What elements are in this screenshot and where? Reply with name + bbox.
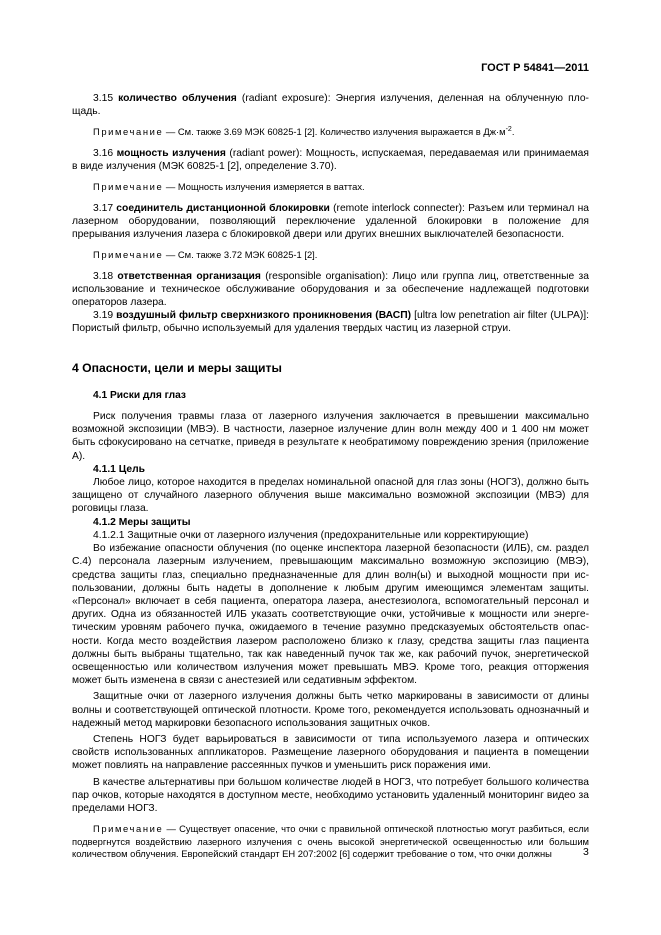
- section-4-1-2-title: 4.1.2 Меры защиты: [93, 516, 191, 528]
- paragraph-protection-2: Защитные очки от лазерного излучения должны быть четко маркированы в зависимости от длины волны и соответствующей оптической плотности. Кроме того, рекомендуется использовать однозначный и надежный метод маркировки безопасного использования защитных очков.: [72, 691, 589, 729]
- term-name: ответственная организация: [117, 270, 261, 282]
- document-id: ГОСТ Р 54841—2011: [481, 62, 589, 74]
- section-4-1-2-1-title: 4.1.2.1 Защитные очки от лазерного излучения (предохранительные или корректирующие): [93, 529, 529, 541]
- paragraph-protection-4: В качестве альтернативы при большом количестве людей в НОГЗ, что потребует большого количества пар очков, которые находятся в доступном месте, необходимо установить удаленный мониторинг видео за пределами НОГЗ.: [72, 776, 589, 814]
- note-3-16: Примечание — Мощность излучения измеряется в ваттах.: [93, 181, 365, 193]
- section-4-1-title: 4.1 Риски для глаз: [93, 389, 186, 401]
- term-3-17: 3.17 соединитель дистанционной блокировки (remote interlock connecter): Разъем или терминал на лазерном оборудовании, позволяющий переключение удаленной блокировки в положение для прерывания излучения лазера с блокировкой двери или других внешних выключателей безопасности.: [72, 202, 589, 241]
- term-3-19: 3.19 воздушный фильтр сверхнизкого проникновения (ВАСП) [ultra low penetration air filter (ULPA)]: Пористый фильтр, обычно используемый для удаления твердых частиц из лазерной струи.: [72, 310, 589, 335]
- term-3-15: 3.15 количество облучения (radiant exposure): Энергия излучения, деленная на облученную площадь.: [72, 93, 589, 118]
- section-4-1-1-text: Любое лицо, которое находится в пределах номинальной опасной для глаз зоны (НОГЗ), должно быть защищено от случайного лазерного облучения выше максимально возможной экспозиции (МВЭ) для роговицы глаза.: [72, 477, 589, 515]
- note-section-4: Примечание — Существует опасение, что очки с правильной оптической плотностью могут разбиться, если подвергнутся воздействию лазерного излучения с очень высокой энергетической освещенностью или большим количеством облучения. Европейский стандарт ЕН 207:2002 [6] содержит требование о том, что очки должны: [72, 823, 589, 859]
- section-4-title: 4 Опасности, цели и меры защиты: [72, 360, 282, 375]
- term-name: воздушный фильтр сверхнизкого проникновения (ВАСП): [116, 310, 412, 322]
- term-3-16: 3.16 мощность излучения (radiant power): Мощность, испускаемая, передаваемая или принимаемая в виде излучения (МЭК 60825-1 [2], определение 3.70).: [72, 147, 589, 173]
- term-name: соединитель дистанционной блокировки: [116, 202, 330, 214]
- term-3-18: 3.18 ответственная организация (responsible organisation): Лицо или группа лиц, ответственные за использование и техническое обслуживание оборудования и за обеспечение надлежащей подготовки операторов лазера.: [72, 270, 589, 309]
- term-name: мощность излучения: [116, 147, 226, 159]
- page-number: 3: [583, 846, 589, 858]
- section-4-1-text: Риск получения травмы глаза от лазерного излучения заключается в превышении максимально возможной экспозиции (МВЭ). В частности, лазерное излучение длин волн между 400 и 1 400 нм может быть сфокусировано на сетчатке, приведя в результате к необратимому повреждению зрения (приложение А).: [72, 411, 589, 462]
- paragraph-protection-1: Во избежание опасности облучения (по оценке инспектора лазерной безопасности (ИЛБ), см. раздел С.4) персонала лазерным излучением, превышающим максимально возможную экспозицию (МВЭ), средства защиты глаз, специально предназначенные для длин волн(ы) и выходной мощности при использовании, должны быть надеты в дополнение к любым другим имеющимся элементам защиты. «Персонал» включает в себя пациента, оператора лазера, анестезиолога, вспомогательный персонал и других. Одна из обязанностей ИЛБ указать соответствующие очки, устойчивые к мощности или энергетическим уровням рабочего пучка, ожидаемого в течение разумно предсказуемых обстоятельств опасности. Когда место воздействия лазером расположено близко к глазу, средства защиты глаз пациента должны быть выбраны тщательно, так как наведенный пучок так же, как рабочий пучок, энергетической освещенностью или количеством излучения может превышать МВЭ. Кроме того, реакция отторжения может быть изменена в связи с анестезией или седативным эффектом.: [72, 543, 589, 687]
- note-3-15: Примечание — См. также 3.69 МЭК 60825-1 [2]. Количество излучения выражается в $Дж\cdot м^{-2}$.: [93, 126, 515, 138]
- note-3-17: Примечание — См. также 3.72 МЭК 60825-1 [2].: [93, 249, 318, 261]
- section-4-1-1-title: 4.1.1 Цель: [93, 463, 146, 475]
- term-name: количество облучения: [118, 93, 237, 104]
- paragraph-protection-3: Степень НОГЗ будет варьироваться в зависимости от типа используемого лазера и оптических свойств использованных аппликаторов. Размещение лазерного оборудования и пациента в помещении может повлиять на направление рассеянных пучков и уменьшить риск поражения ими.: [72, 733, 589, 772]
- page-content: [72, 92, 589, 860]
